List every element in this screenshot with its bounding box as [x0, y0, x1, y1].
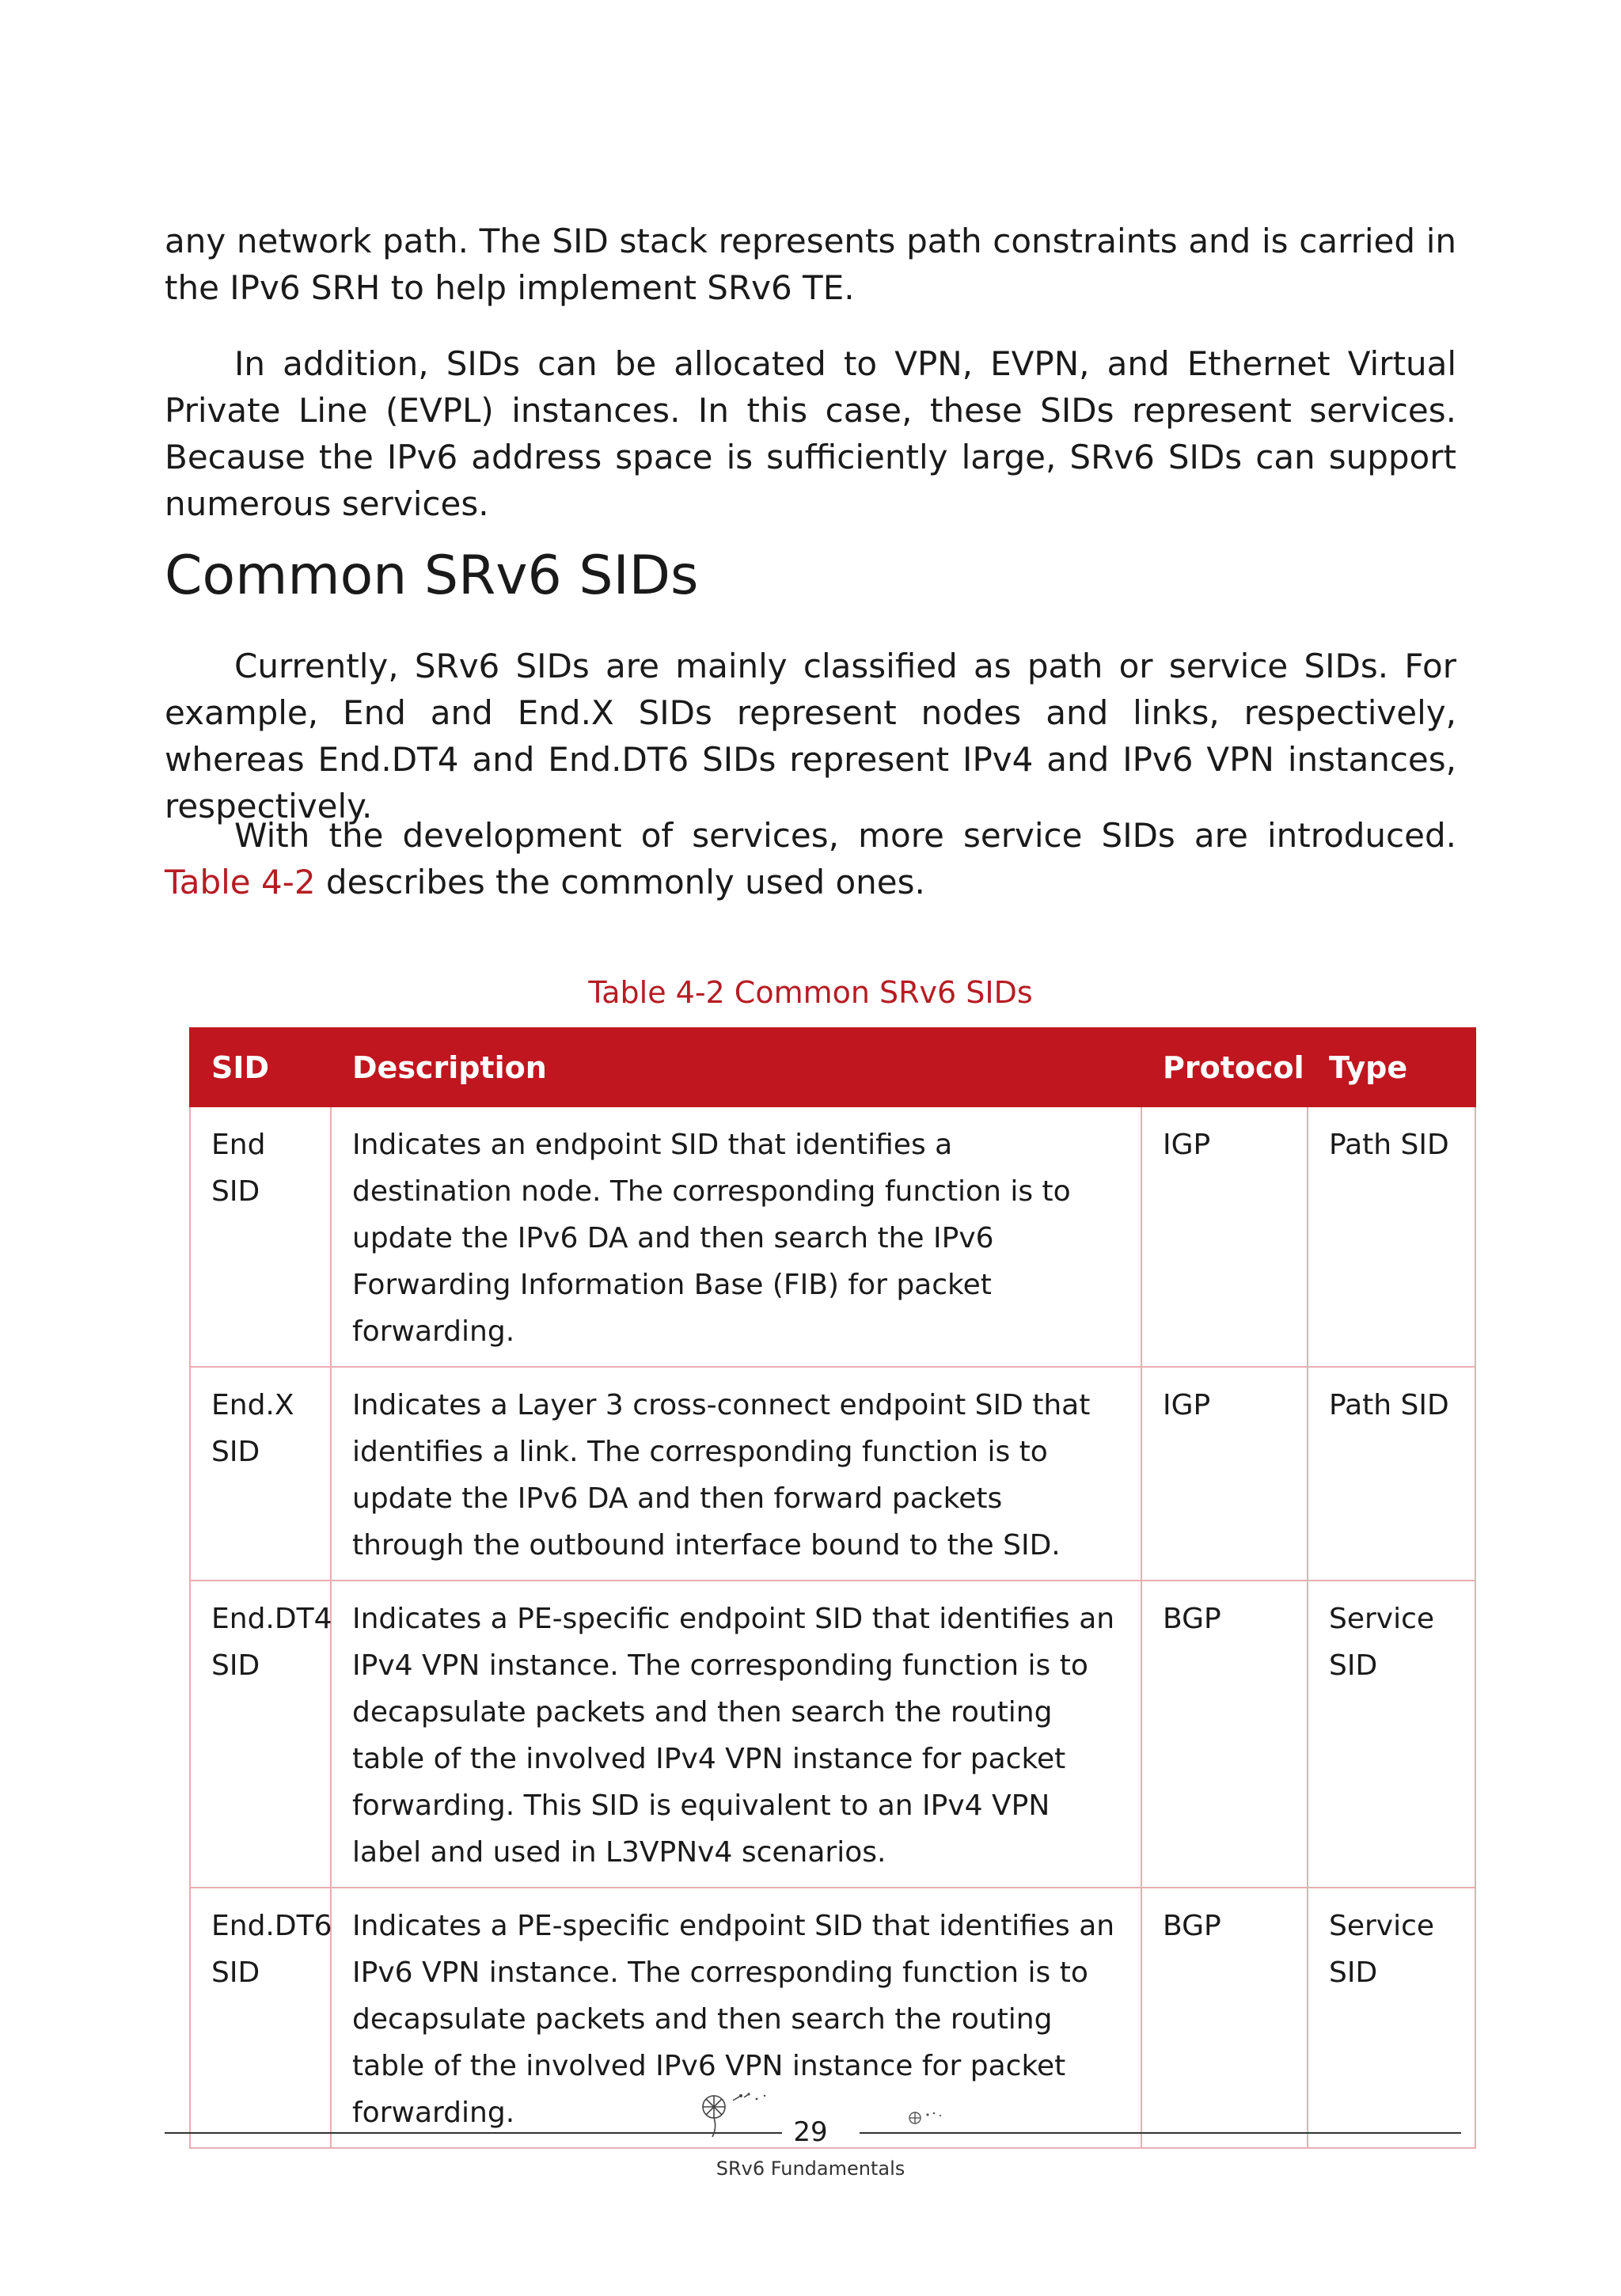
cell-type: Path SID	[1308, 1106, 1475, 1367]
table-reference-link[interactable]: Table 4-2	[165, 863, 316, 901]
cell-type: Path SID	[1308, 1367, 1475, 1581]
cell-protocol: BGP	[1141, 1581, 1308, 1888]
cell-sid: End SID	[190, 1106, 331, 1367]
paragraph-text: Currently, SRv6 SIDs are mainly classified as path or service SIDs. For example, End and End.X SIDs represent nodes and links, respectively, whereas End.DT4 and End.DT6 SIDs represent IPv4 and IPv6 VPN instances, respectively.	[165, 647, 1456, 825]
header-description: Description	[331, 1028, 1141, 1106]
cell-sid: End.X SID	[190, 1367, 331, 1581]
cell-type: Service SID	[1308, 1581, 1475, 1888]
cell-protocol: BGP	[1141, 1888, 1308, 2148]
cell-description: Indicates a Layer 3 cross-connect endpoint SID that identifies a link. The corresponding function is to update the IPv6 DA and then forward packets through the outbound interface bound to the SID.	[331, 1367, 1141, 1581]
table-header-row	[190, 1028, 1475, 1106]
page-number: 29	[793, 2116, 828, 2148]
header-type: Type	[1308, 1028, 1475, 1106]
table-row	[190, 1106, 1475, 1367]
cell-description: Indicates a PE-specific endpoint SID that identifies an IPv6 VPN instance. The corresponding function is to decapsulate packets and then search the routing table of the involved IPv6 VPN instance for packet forwarding.	[331, 1888, 1141, 2148]
paragraph-sid-classification	[165, 643, 1456, 829]
paragraph-text-before: With the development of services, more service SIDs are introduced.	[234, 816, 1456, 855]
cell-protocol: IGP	[1141, 1106, 1308, 1367]
table-row	[190, 1888, 1475, 2148]
paragraph-table-reference	[165, 812, 1456, 905]
cell-description: Indicates an endpoint SID that identifies a destination node. The corresponding function is to update the IPv6 DA and then search the IPv6 Forwarding Information Base (FIB) for packet forwarding.	[331, 1106, 1141, 1367]
cell-protocol: IGP	[1141, 1367, 1308, 1581]
header-protocol: Protocol	[1141, 1028, 1308, 1106]
table-row	[190, 1581, 1475, 1888]
table-row	[190, 1367, 1475, 1581]
paragraph-service-sids: In addition, SIDs can be allocated to VPN, EVPN, and Ethernet Virtual Private Line (EVPL) instances. In this case, these SIDs represent services. Because the IPv6 address space is sufficiently large, SRv6 SIDs can support numerous services.	[165, 344, 1456, 523]
cell-type: Service SID	[1308, 1888, 1475, 2148]
paragraph-sid-stack: any network path. The SID stack represents path constraints and is carried in the IPv6 SRH to help implement SRv6 TE.	[165, 222, 1456, 307]
table-caption: Table 4-2 Common SRv6 SIDs	[588, 975, 1033, 1010]
section-heading: Common SRv6 SIDs	[165, 545, 699, 607]
paragraph-text-after: describes the commonly used ones.	[315, 863, 925, 901]
cell-description: Indicates a PE-specific endpoint SID that identifies an IPv4 VPN instance. The corresponding function is to decapsulate packets and then search the routing table of the involved IPv4 VPN instance for packet forwarding. This SID is equivalent to an IPv4 VPN label and used in L3VPNv4 scenarios.	[331, 1581, 1141, 1888]
sid-table	[189, 1027, 1476, 2149]
cell-sid: End.DT4 SID	[190, 1581, 331, 1888]
footer-document-title: SRv6 Fundamentals	[716, 2157, 905, 2180]
header-sid: SID	[190, 1028, 331, 1106]
cell-sid: End.DT6 SID	[190, 1888, 331, 2148]
